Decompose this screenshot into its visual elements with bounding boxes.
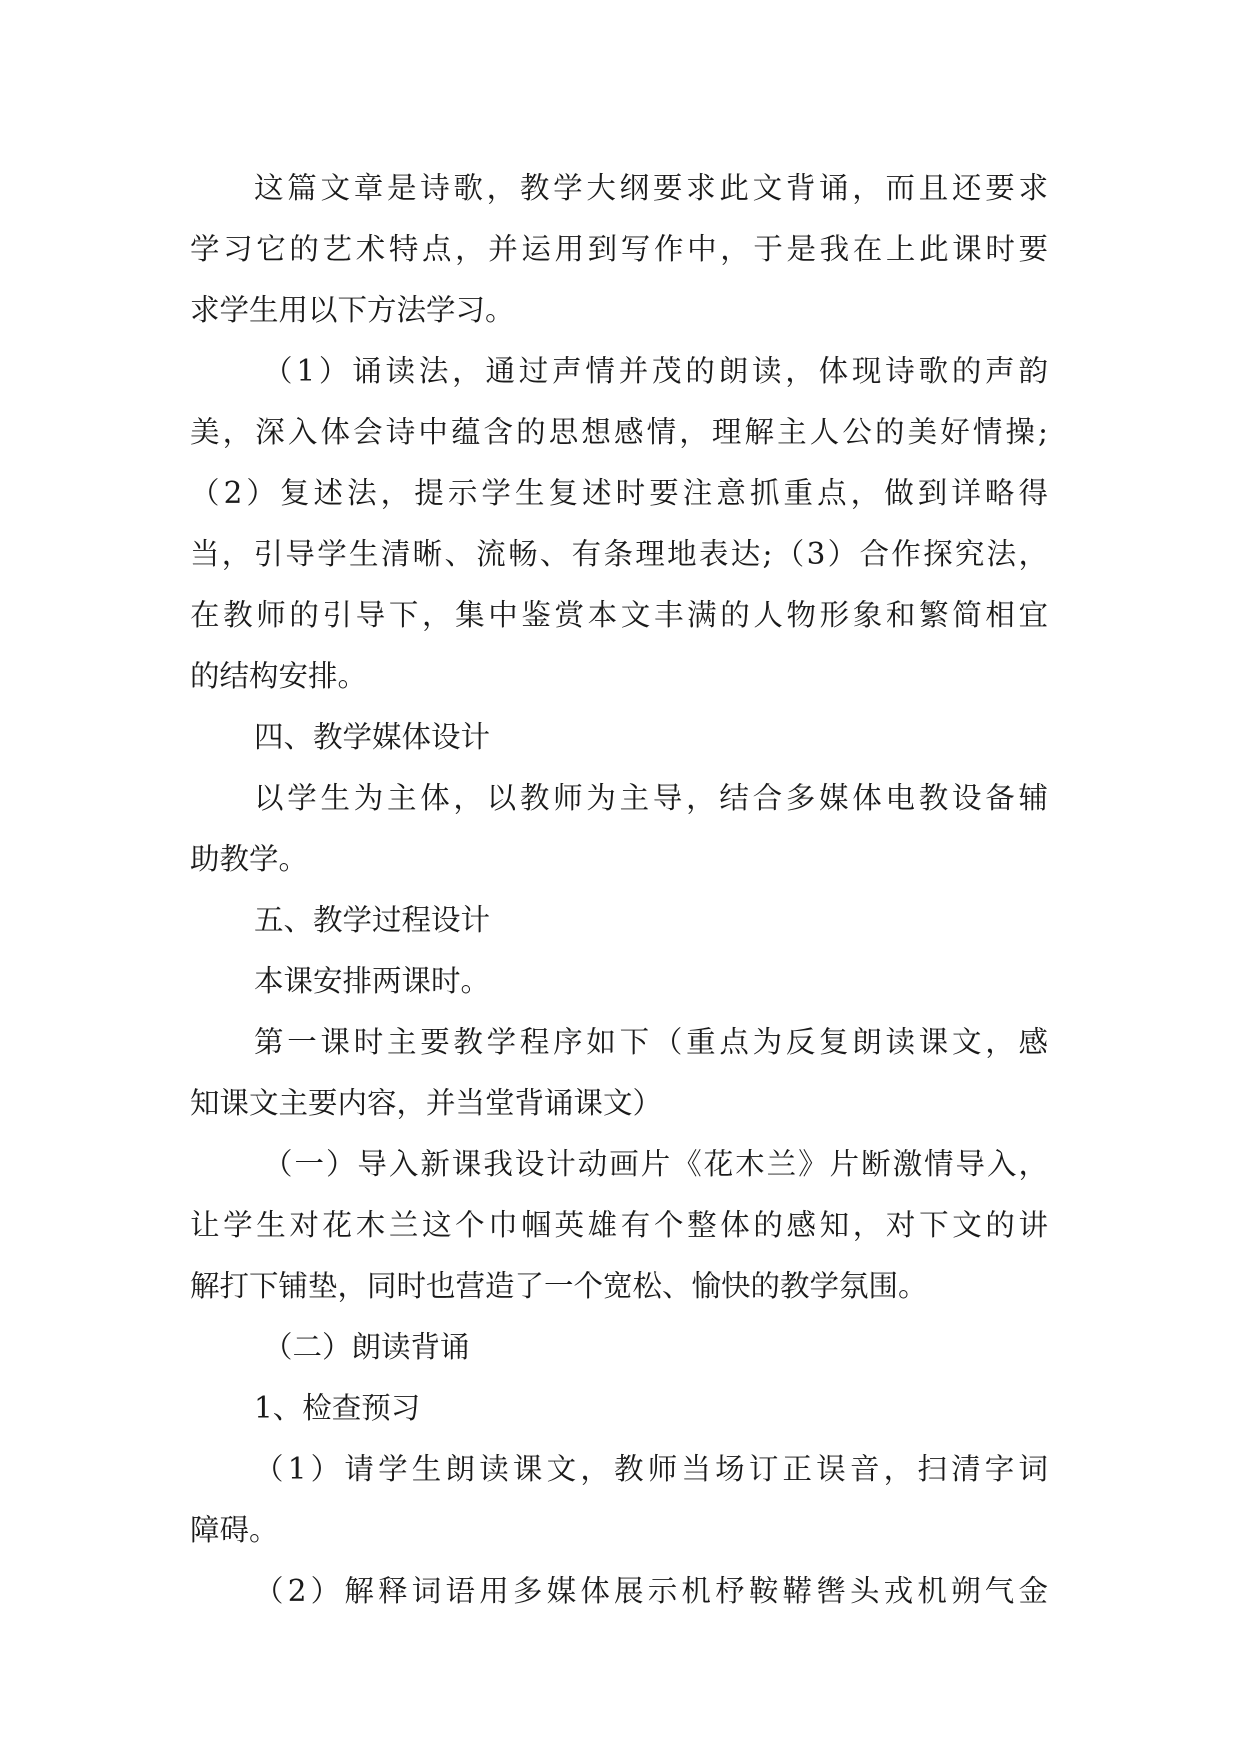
section-heading: （二）朗读背诵 [263, 1330, 470, 1364]
text-line: （一）导入新课我设计动画片《花木兰》片断激情导入， [263, 1147, 1048, 1181]
text-line: 障碍。 [190, 1513, 279, 1547]
text-line: 美，深入体会诗中蕴含的思想感情，理解主人公的美好情操; [190, 415, 1048, 449]
text-line: （1）诵读法，通过声情并茂的朗读，体现诗歌的声韵 [263, 354, 1048, 388]
text-line: 在教师的引导下，集中鉴赏本文丰满的人物形象和繁简相宜 [190, 598, 1048, 632]
text-line: （2）复述法，提示学生复述时要注意抓重点，做到详略得 [190, 476, 1048, 510]
text-line: 助教学。 [190, 842, 309, 876]
text-line: 以学生为主体，以教师为主导，结合多媒体电教设备辅 [254, 781, 1048, 815]
text-line: （1）请学生朗读课文，教师当场订正误音，扫清字词 [254, 1452, 1048, 1486]
section-heading: 1、检查预习 [254, 1391, 421, 1425]
section-heading: 五、教学过程设计 [254, 903, 491, 937]
text-line: 解打下铺垫，同时也营造了一个宽松、愉快的教学氛围。 [190, 1269, 928, 1303]
text-line: 本课安排两课时。 [254, 964, 491, 998]
section-heading: 四、教学媒体设计 [254, 720, 491, 754]
text-line: 学习它的艺术特点，并运用到写作中，于是我在上此课时要 [190, 232, 1048, 266]
text-line: 第一课时主要教学程序如下（重点为反复朗读课文，感 [254, 1025, 1048, 1059]
text-line: （2）解释词语用多媒体展示机杼鞍鞯辔头戎机朔气金 [254, 1574, 1048, 1608]
text-line: 的结构安排。 [190, 659, 368, 693]
text-line: 当，引导学生清晰、流畅、有条理地表达;（3）合作探究法， [190, 537, 1048, 571]
text-line: 知课文主要内容，并当堂背诵课文） [190, 1086, 663, 1120]
text-line: 让学生对花木兰这个巾帼英雄有个整体的感知，对下文的讲 [190, 1208, 1048, 1242]
text-line: 求学生用以下方法学习。 [190, 293, 515, 327]
document-page [190, 158, 1048, 1622]
text-line: 这篇文章是诗歌，教学大纲要求此文背诵，而且还要求 [254, 171, 1048, 205]
